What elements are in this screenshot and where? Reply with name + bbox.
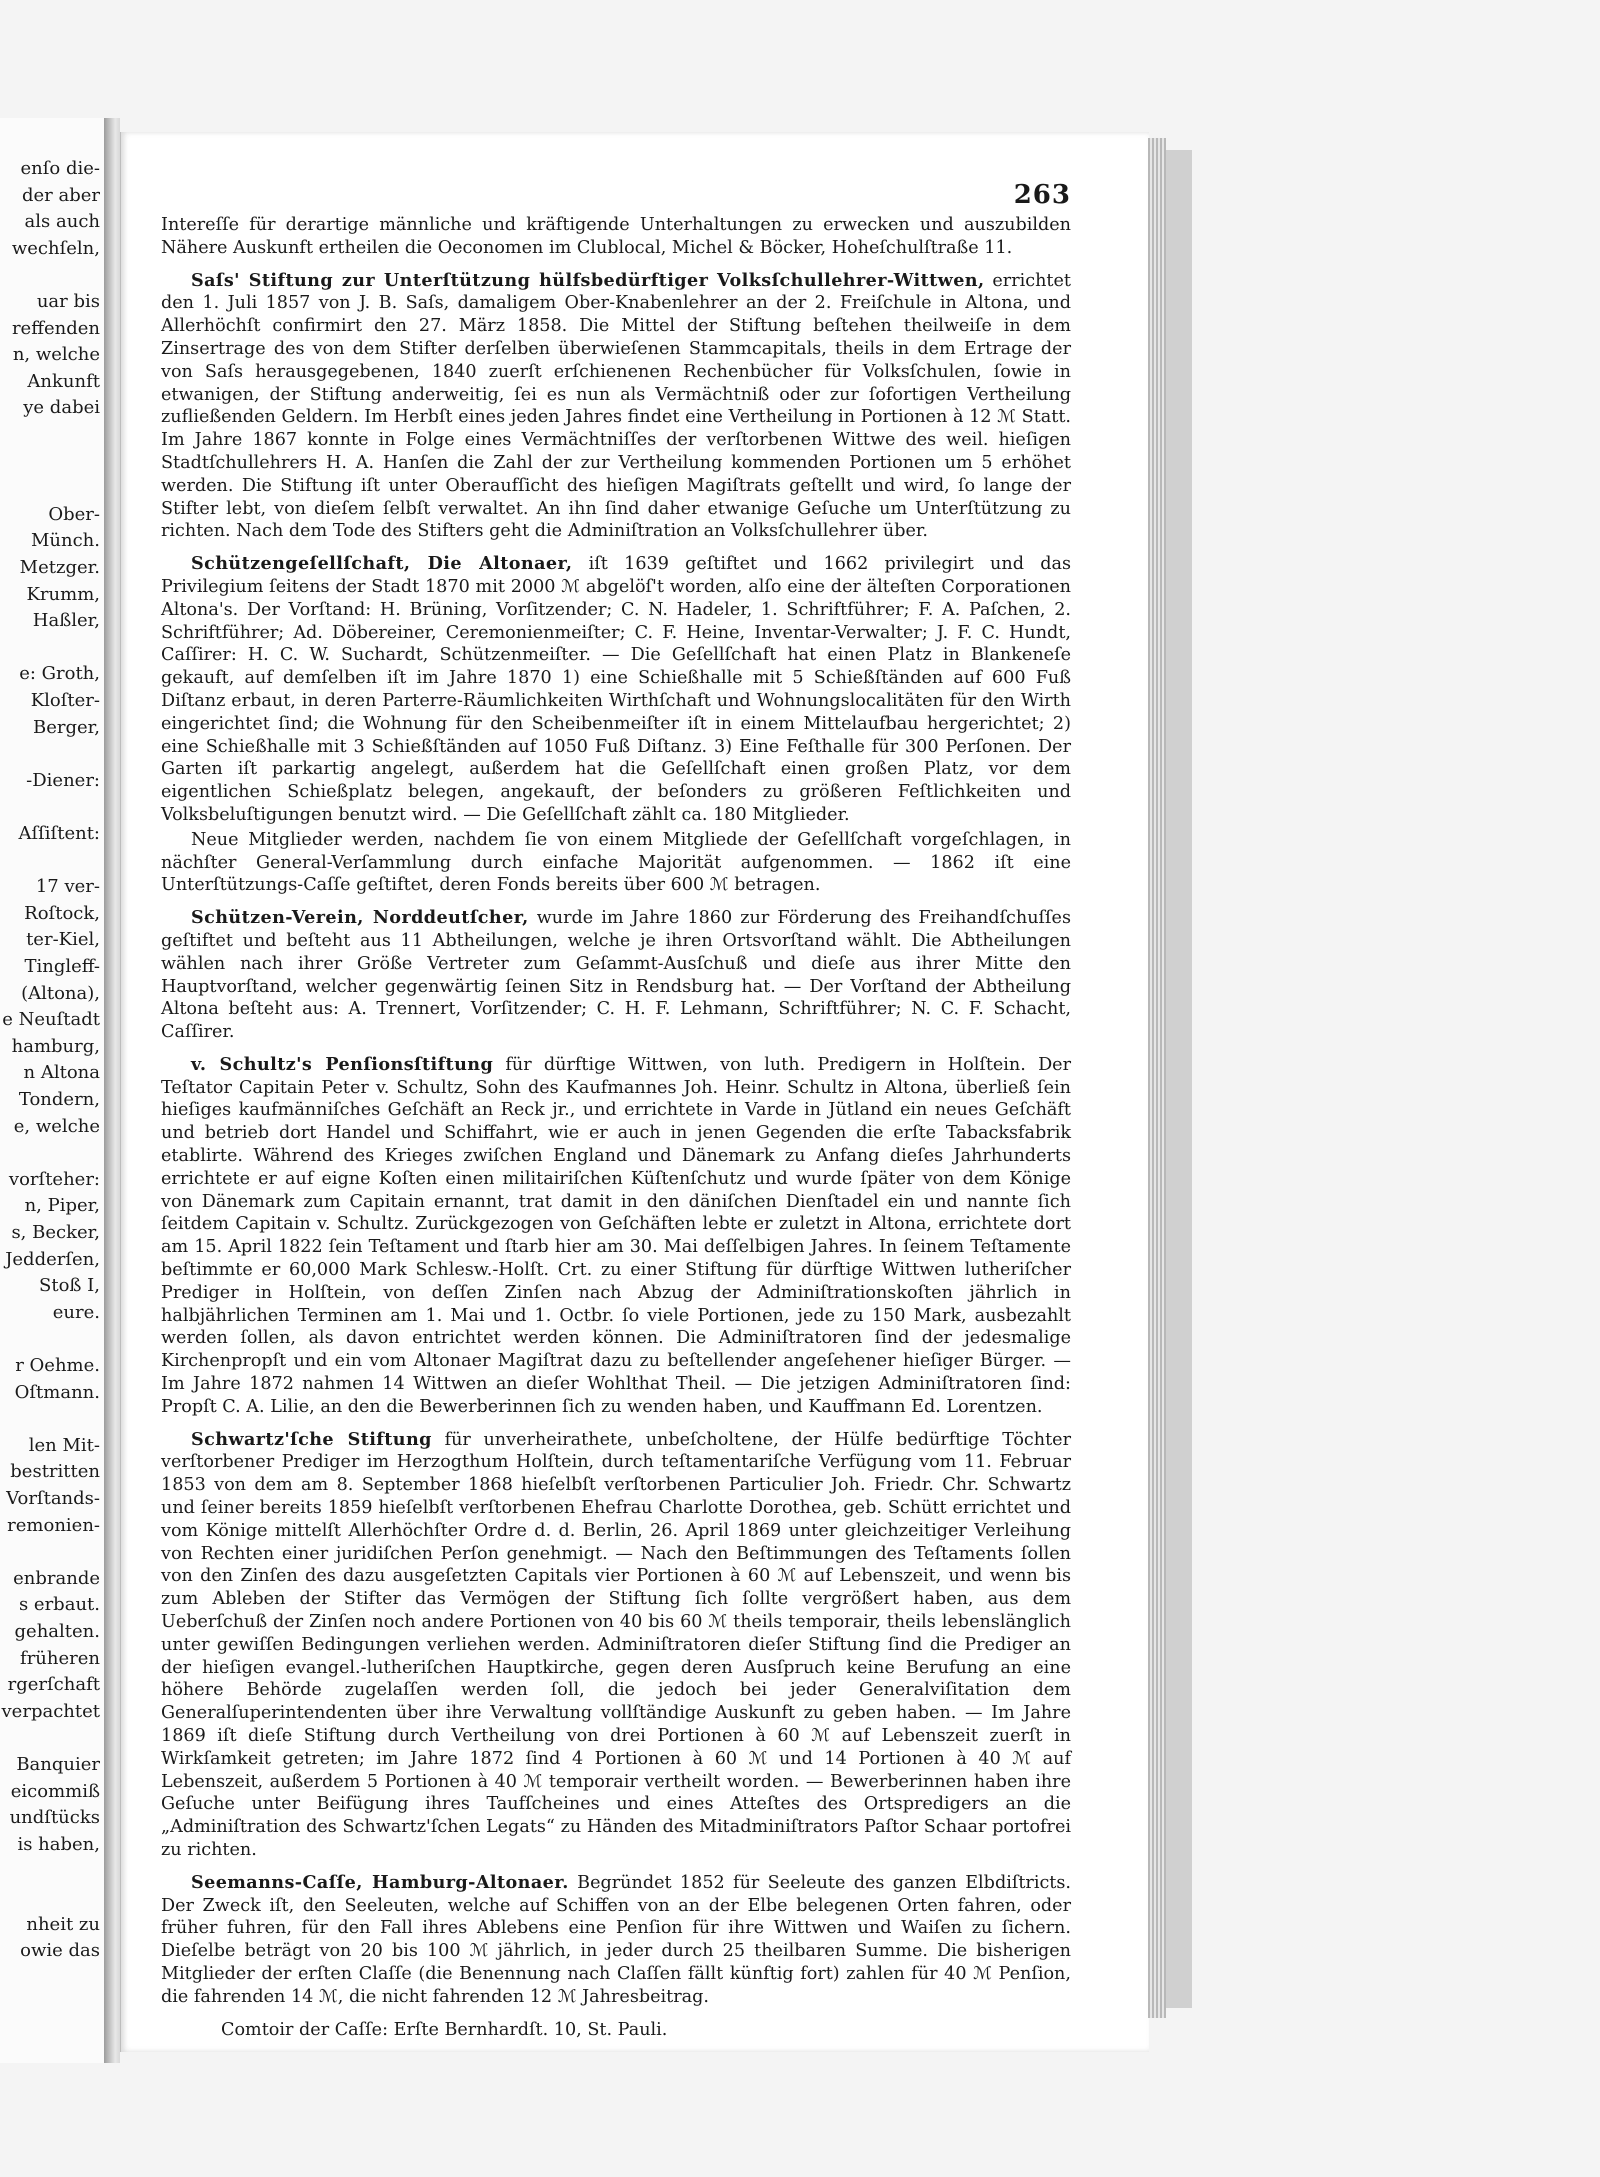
left-page-line: e: Groth, bbox=[19, 663, 100, 685]
left-page-line: r Oehme. bbox=[15, 1355, 100, 1376]
page-edge-stack bbox=[1148, 138, 1166, 2018]
entry-text: Begründet 1852 für Seeleute des ganzen Elbdiſtricts. Der Zweck iſt, den Seeleuten, welche auf Schiffen von an der Elbe belegenen Orten fahren, oder früher fuhren, für den Fall ihres Ablebens eine Penſion für ihre Wittwen und Waiſen zu ſichern. Dieſelbe beträgt von 20 bis 100 ℳ jährlich, in jeder durch 25 theilbaren Summe. Die bisherigen Mitglieder der erſten Claſſe (die Benennung nach Claſſen fällt künftig fort) zahlen für 40 ℳ Penſion, die fahrenden 14 ℳ, die nicht fahrenden 12 ℳ Jahresbeitrag. bbox=[161, 1872, 1071, 2007]
entry-schwartz-stiftung bbox=[161, 1429, 1071, 1862]
left-page-line: wechſeln, bbox=[11, 237, 100, 259]
intro-line: Nähere Auskunft ertheilen die Oeconomen im Clublocal, Michel & Böcker, Hoheſchulſtraße 11. bbox=[161, 237, 1013, 258]
book-cover-edge bbox=[1166, 150, 1192, 2008]
left-page-line: Tingleff- bbox=[24, 956, 100, 977]
entry-seemanns-casse bbox=[161, 1872, 1071, 2009]
left-page-line: enſo die- bbox=[20, 158, 100, 179]
page-content bbox=[161, 214, 1071, 2051]
left-page-line: eicommiß bbox=[10, 1780, 100, 1802]
left-page-line: nheit zu bbox=[26, 1913, 100, 1935]
left-page-line: Ober- bbox=[48, 503, 100, 525]
left-page-line: Banquier bbox=[16, 1754, 100, 1775]
left-page-line: (Altona), bbox=[21, 982, 100, 1004]
left-page-line: Haßler, bbox=[32, 610, 100, 632]
left-page-line: verpachtet bbox=[1, 1700, 100, 1722]
left-page-line: ye dabei bbox=[23, 397, 100, 419]
left-page-line: Tondern, bbox=[18, 1089, 100, 1110]
left-page-line: Ankunft bbox=[27, 370, 100, 392]
left-page-line: früheren bbox=[20, 1647, 100, 1669]
entry-schuetzengesellschaft bbox=[161, 553, 1071, 827]
entry-title: Schützen-Verein, Norddeutſcher, bbox=[191, 907, 529, 929]
left-page-line: n, welche bbox=[12, 344, 100, 366]
entry-text: wurde im Jahre 1860 zur Förderung des Freihandſchuſſes geſtiftet und beſteht aus 11 Abtheilungen, welche je ihren Ortsvorſtand wählt. Die Abtheilungen wählen nach ihrer Größe Vertreter zum Geſammt-Ausſchuß und dieſe aus ihrer Mitte den Hauptvorſtand, welcher gegenwärtig ſeinen Sitz in Rendsburg hat. — Der Vorſtand der Abtheilung Altona beſteht aus: A. Trennert, Vorſitzender; C. H. F. Lehmann, Schriftführer; N. C. F. Schacht, Caſſirer. bbox=[161, 908, 1071, 1043]
left-page-line: is haben, bbox=[17, 1833, 100, 1855]
left-page-line: s erbaut. bbox=[18, 1594, 100, 1616]
left-page-line: ter-Kiel, bbox=[26, 929, 100, 951]
entry-title: Seemanns-Caſſe, Hamburg-Altonaer. bbox=[191, 1871, 569, 1893]
left-page-line: -Diener: bbox=[26, 769, 100, 791]
entry-text: errichtet den 1. Juli 1857 von J. B. Saſs, damaligem Ober-Knabenlehrer an der 2. Freiſchule in Altona, und Allerhöchſt confirmirt den 27. März 1858. Die Mittel der Stiftung beſtehen theilweiſe in dem Zinsertrage des von dem Stifter derſelben überwieſenen Stammcapitals, theils in dem Ertrage der von Saſs herausgegebenen, 1840 zuerſt erſchienenen Rechenbücher für Volksſchulen, ſowie in etwanigen, der Stiftung anderweitig, ſei es nun als Vermächtniß oder zur ſofortigen Vertheilung zufließenden Geldern. Im Herbſt eines jeden Jahres findet eine Vertheilung in Portionen à 12 ℳ Statt. Im Jahre 1867 konnte in Folge eines Vermächtniſſes der verſtorbenen Wittwe des weil. hieſigen Stadtſchullehrers H. A. Hanſen die Zahl der zur Vertheilung kommenden Portionen um 5 erhöhet werden. Die Stiftung iſt unter Oberaufſicht des hieſigen Magiſtrats geſtellt und wird, ſo lange der Stifter lebt, von dieſem ſelbſt verwaltet. An ihn ſind daher etwanige Geſuche um Unterſtützung zu richten. Nach dem Tode des Stifters geht die Adminiſtration an Volksſchullehrer über. bbox=[161, 270, 1071, 542]
left-page-line: Stoß I, bbox=[39, 1275, 100, 1297]
left-page-line: Roſtock, bbox=[24, 902, 100, 924]
left-page-line: Vorſtands- bbox=[6, 1488, 100, 1509]
left-page-line: gehalten. bbox=[14, 1621, 100, 1642]
entry-title: Schützengeſellſchaft, Die Altonaer, bbox=[191, 553, 573, 575]
left-page-line: Krumm, bbox=[26, 583, 100, 605]
left-page-line: eure. bbox=[52, 1301, 100, 1323]
page-number: 263 bbox=[1013, 180, 1071, 210]
left-page-line: Kloſter- bbox=[30, 690, 100, 711]
left-page-line: s, Becker, bbox=[11, 1222, 100, 1243]
left-page-line: uar bis bbox=[36, 291, 100, 312]
book-gutter bbox=[104, 118, 120, 2063]
left-page-fragment bbox=[0, 118, 106, 2063]
left-page-line: undſtücks bbox=[9, 1807, 100, 1829]
left-page-line: Jedderſen, bbox=[5, 1248, 100, 1270]
intro-paragraph bbox=[161, 214, 1071, 260]
left-page-line: Metzger. bbox=[19, 557, 100, 578]
left-page-line: hamburg, bbox=[11, 1035, 100, 1057]
entry-text: iſt 1639 geſtiftet und 1662 privilegirt und das Privilegium ſeitens der Stadt 1870 mit 2000 ℳ abgelöſ't worden, alſo eine der älteſten Corporationen Altona's. Der Vorſtand: H. Brüning, Vorſitzender; C. N. Hadeler, 1. Schriftführer; F. A. Paſchen, 2. Schriftführer; Ad. Döbereiner, Ceremonienmeiſter; C. F. Heine, Inventar-Verwalter; J. F. C. Hundt, Caſſirer: H. C. W. Suchardt, Schützenmeiſter. — Die Geſellſchaft hat einen Platz in Blankeneſe gekauft, auf demſelben iſt im Jahre 1870 1) eine Schießhalle mit 5 Schießſtänden auf 600 Fuß Diſtanz erbaut, in deren Parterre-Räumlichkeiten Wirthſchaft und Wohnungslocalitäten für den Wirth eingerichtet ſind; die Wohnung für den Scheibenmeiſter iſt in einem Mittelaufbau hergerichtet; 2) eine Schießhalle mit 3 Schießſtänden auf 1050 Fuß Diſtanz. 3) Eine Feſthalle für 300 Perſonen. Der Garten iſt parkartig angelegt, außerdem hat die Geſellſchaft einen großen Platz, vor dem eigentlichen Schießplatz belegen, angekauft, der beſonders zu größeren Feſtlichkeiten und Volksbeluſtigungen benutzt wird. — Die Geſellſchaft zählt ca. 180 Mitglieder. bbox=[161, 554, 1072, 825]
left-page-line: enbrande bbox=[13, 1567, 100, 1589]
entry-text: für dürftige Wittwen, von luth. Predigern in Holſtein. Der Teſtator Capitain Peter v. Schultz, Sohn des Kaufmannes Joh. Heinr. Schultz in Altona, überließ ſein hieſiges kaufmänniſches Geſchäft an Reck jr., und errichtete in Varde in Jütland ein neues Geſchäft und betrieb dort Handel und Schiffahrt, wie er auch in jenen Gegenden die erſte Tabacksfabrik etablirte. Während des Krieges zwiſchen England und Dänemark zu Anfang dieſes Jahrhunderts errichtete er auf eigne Koſten einen militairiſchen Küſtenſchutz und wurde ſpäter von dem Könige von Dänemark zum Capitain ernannt, trat damit in den däniſchen Dienſtadel ein und nannte ſich ſeitdem Capitain v. Schultz. Zurückgezogen von Geſchäften lebte er zuletzt in Altona, errichtete dort am 15. April 1822 ſein Teſtament und ſtarb hier am 30. Mai deſſelbigen Jahres. In ſeinem Teſtamente beſtimmte er 60,000 Mark Schlesw.-Holſt. Crt. zu einer Stiftung für dürftige Wittwen lutheriſcher Prediger in Holſtein, von deſſen Zinſen nach Abzug der Adminiſtrationskoſten jährlich in halbjährlichen Terminen am 1. Mai und 1. Octbr. ſo viele Portionen, jede zu 150 Mark, ausbezahlt werden ſollen, als davon entrichtet werden können. Die Adminiſtratoren ſind der jedesmalige Kirchenpropſt und ein vom Altonaer Magiſtrat dazu zu beſtellender angeſehener hieſiger Bürger. — Im Jahre 1872 nahmen 14 Wittwen an dieſer Wohlthat Theil. — Die jetzigen Adminiſtratoren ſind: Propſt C. A. Lilie, an den die Bewerberinnen ſich zu wenden haben, und Kauffmann Ed. Lorentzen. bbox=[161, 1054, 1072, 1417]
entry-sass-stiftung bbox=[161, 270, 1071, 544]
left-page-line: e, welche bbox=[13, 1115, 100, 1137]
entry-title: Saſs' Stiftung zur Unterſtützung hülfsbedürftiger Volksſchullehrer-Wittwen, bbox=[191, 269, 985, 291]
left-page-line: remonien- bbox=[7, 1514, 100, 1536]
right-page bbox=[120, 132, 1149, 2052]
left-page-line: 17 ver- bbox=[35, 876, 100, 898]
entry-title: v. Schultz's Penſionsſtiftung bbox=[191, 1053, 494, 1075]
entry-schuetzengesellschaft-continued: Neue Mitglieder werden, nachdem ſie von einem Mitgliede der Geſellſchaft vorgeſchlagen, in nächſter General-Verſammlung durch einfache Majorität aufgenommen. — 1862 iſt eine Unterſtützungs-Caſſe geſtiftet, deren Fonds bereits über 600 ℳ betragen. bbox=[161, 829, 1071, 896]
left-page-line: Berger, bbox=[32, 716, 100, 738]
entry-text: für unverheirathete, unbeſcholtene, der Hülfe bedürftige Töchter verſtorbener Prediger im Herzogthum Holſtein, durch teſtamentariſche Verfügung vom 11. Februar 1853 von dem am 8. September 1868 hieſelbſt verſtorbenen Particulier Joh. Friedr. Chr. Schwartz und ſeiner bereits 1859 hieſelbſt verſtorbenen Ehefrau Charlotte Dorothea, geb. Schütt errichtet und vom Könige mittelſt Allerhöchſter Ordre d. d. Berlin, 26. April 1869 unter gleichzeitiger Verleihung von Rechten einer juridiſchen Perſon genehmigt. — Nach den Beſtimmungen des Teſtaments ſollen von den Zinſen des dazu ausgeſetzten Capitals vier Portionen à 60 ℳ auf Lebenszeit, und wenn bis zum Ableben der Stifter das Vermögen der Stiftung ſich ſollte vergrößert haben, aus dem Ueberſchuß der Zinſen noch andere Portionen von 40 bis 60 ℳ theils temporair, theils lebenslänglich unter gewiſſen Bedingungen verliehen werden. Adminiſtratoren dieſer Stiftung ſind die Prediger an der hieſigen evangel.-lutheriſchen Hauptkirche, gegen deren Ausſpruch keine Berufung an eine höhere Behörde zugelaſſen werden ſoll, die jedoch bei jeder Generalviſitation dem Generalſuperintendenten über ihre Verwaltung vollſtändige Auskunft zu geben haben. — Im Jahre 1869 iſt dieſe Stiftung durch Vertheilung von drei Portionen à 60 ℳ auf Lebenszeit zuerſt in Wirkſamkeit getreten; im Jahre 1872 ſind 4 Portionen à 60 ℳ und 14 Portionen à 40 ℳ auf Lebenszeit, außerdem 5 Portionen à 40 ℳ temporair vertheilt worden. — Bewerberinnen haben ihre Geſuche unter Beifügung ihres Taufſcheines und eines Atteſtes des Ortspredigers an die „Adminiſtration des Schwartz'ſchen Legats“ zu Händen des Mitadminiſtrators Paſtor Schaar portofrei zu richten. bbox=[161, 1429, 1072, 1860]
left-page-line: n, Piper, bbox=[24, 1195, 100, 1217]
left-page-line: als auch bbox=[24, 211, 100, 233]
entry-schultz-pensionsstiftung bbox=[161, 1054, 1071, 1419]
left-page-line: owie das bbox=[20, 1940, 100, 1962]
entry-title: Schwartz'ſche Stiftung bbox=[191, 1428, 432, 1450]
left-page-line: rgerſchaft bbox=[7, 1674, 100, 1696]
left-page-line: e Neuſtadt bbox=[2, 1009, 100, 1031]
left-page-line: der aber bbox=[21, 184, 100, 206]
left-page-line: n Altona bbox=[23, 1062, 100, 1084]
left-page-line: bestritten bbox=[10, 1461, 100, 1483]
left-page-line: reffenden bbox=[11, 317, 100, 339]
entry-schuetzen-verein bbox=[161, 907, 1071, 1044]
left-page-line: len Mit- bbox=[28, 1434, 100, 1456]
left-page-line: Oſtmann. bbox=[14, 1381, 100, 1403]
left-page-line: vorſteher: bbox=[8, 1168, 100, 1190]
intro-line: Intereſſe für derartige männliche und kräftigende Unterhaltungen zu erwecken und auszubilden bbox=[161, 215, 1071, 235]
left-page-line: Aſſiſtent: bbox=[18, 823, 100, 844]
entry-seemanns-casse-contact: Comtoir der Caſſe: Erſte Bernhardſt. 10, St. Pauli. bbox=[221, 2019, 668, 2040]
left-page-line: Münch. bbox=[30, 530, 100, 552]
